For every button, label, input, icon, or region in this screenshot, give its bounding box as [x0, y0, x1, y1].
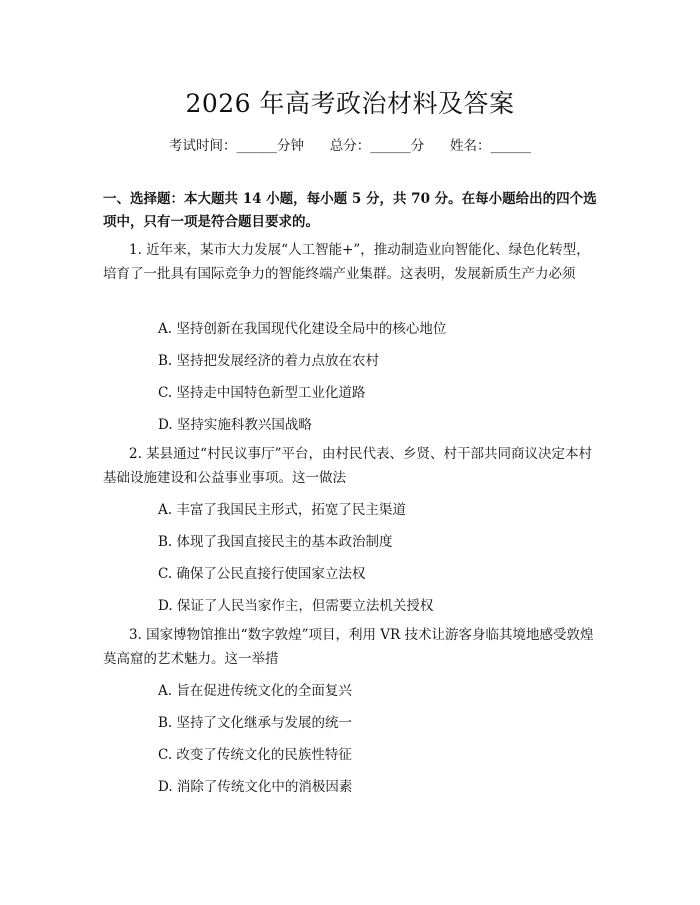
question-1-option-b: B. 坚持把发展经济的着力点放在农村	[158, 353, 380, 369]
question-3-option-c: C. 改变了传统文化的民族性特征	[158, 747, 352, 763]
section-heading: 一、选择题：本大题共 14 小题，每小题 5 分，共 70 分。在每小题给出的四个选项中，只有一项是符合题目要求的。	[103, 191, 597, 230]
question-2-option-b: B. 体现了我国直接民主的基本政治制度	[158, 534, 393, 550]
question-2-option-c: C. 确保了公民直接行使国家立法权	[158, 566, 366, 582]
question-3-option-d: D. 消除了传统文化中的消极因素	[158, 779, 353, 795]
question-1-option-c: C. 坚持走中国特色新型工业化道路	[158, 385, 366, 401]
question-1-stem: 1. 近年来，某市大力发展“人工智能+”，推动制造业向智能化、绿色化转型，培育了一批具有国际竞争力的智能终端产业集群。这表明，发展新质生产力必须	[103, 242, 590, 282]
question-2-option-d: D. 保证了人民当家作主，但需要立法机关授权	[158, 598, 434, 614]
question-3-option-b: B. 坚持了文化继承与发展的统一	[158, 715, 353, 731]
question-3-stem: 3. 国家博物馆推出“数字敦煌”项目，利用 VR 技术让游客身临其境地感受敦煌莫高窟的艺术魅力。这一举措	[103, 627, 594, 667]
exam-meta-line: 考试时间：______分钟 总分：______分 姓名：______	[169, 138, 531, 154]
question-2-stem: 2. 某县通过“村民议事厅”平台，由村民代表、乡贤、村干部共同商议决定本村基础设施建设和公益事业事项。这一做法	[103, 446, 592, 486]
question-1-option-d: D. 坚持实施科教兴国战略	[158, 417, 312, 433]
question-1-option-a: A. 坚持创新在我国现代化建设全局中的核心地位	[158, 321, 447, 337]
question-2-option-a: A. 丰富了我国民主形式，拓宽了民主渠道	[158, 502, 406, 518]
question-3-option-a: A. 旨在促进传统文化的全面复兴	[158, 683, 352, 699]
page-title: 2026 年高考政治材料及答案	[185, 89, 515, 118]
